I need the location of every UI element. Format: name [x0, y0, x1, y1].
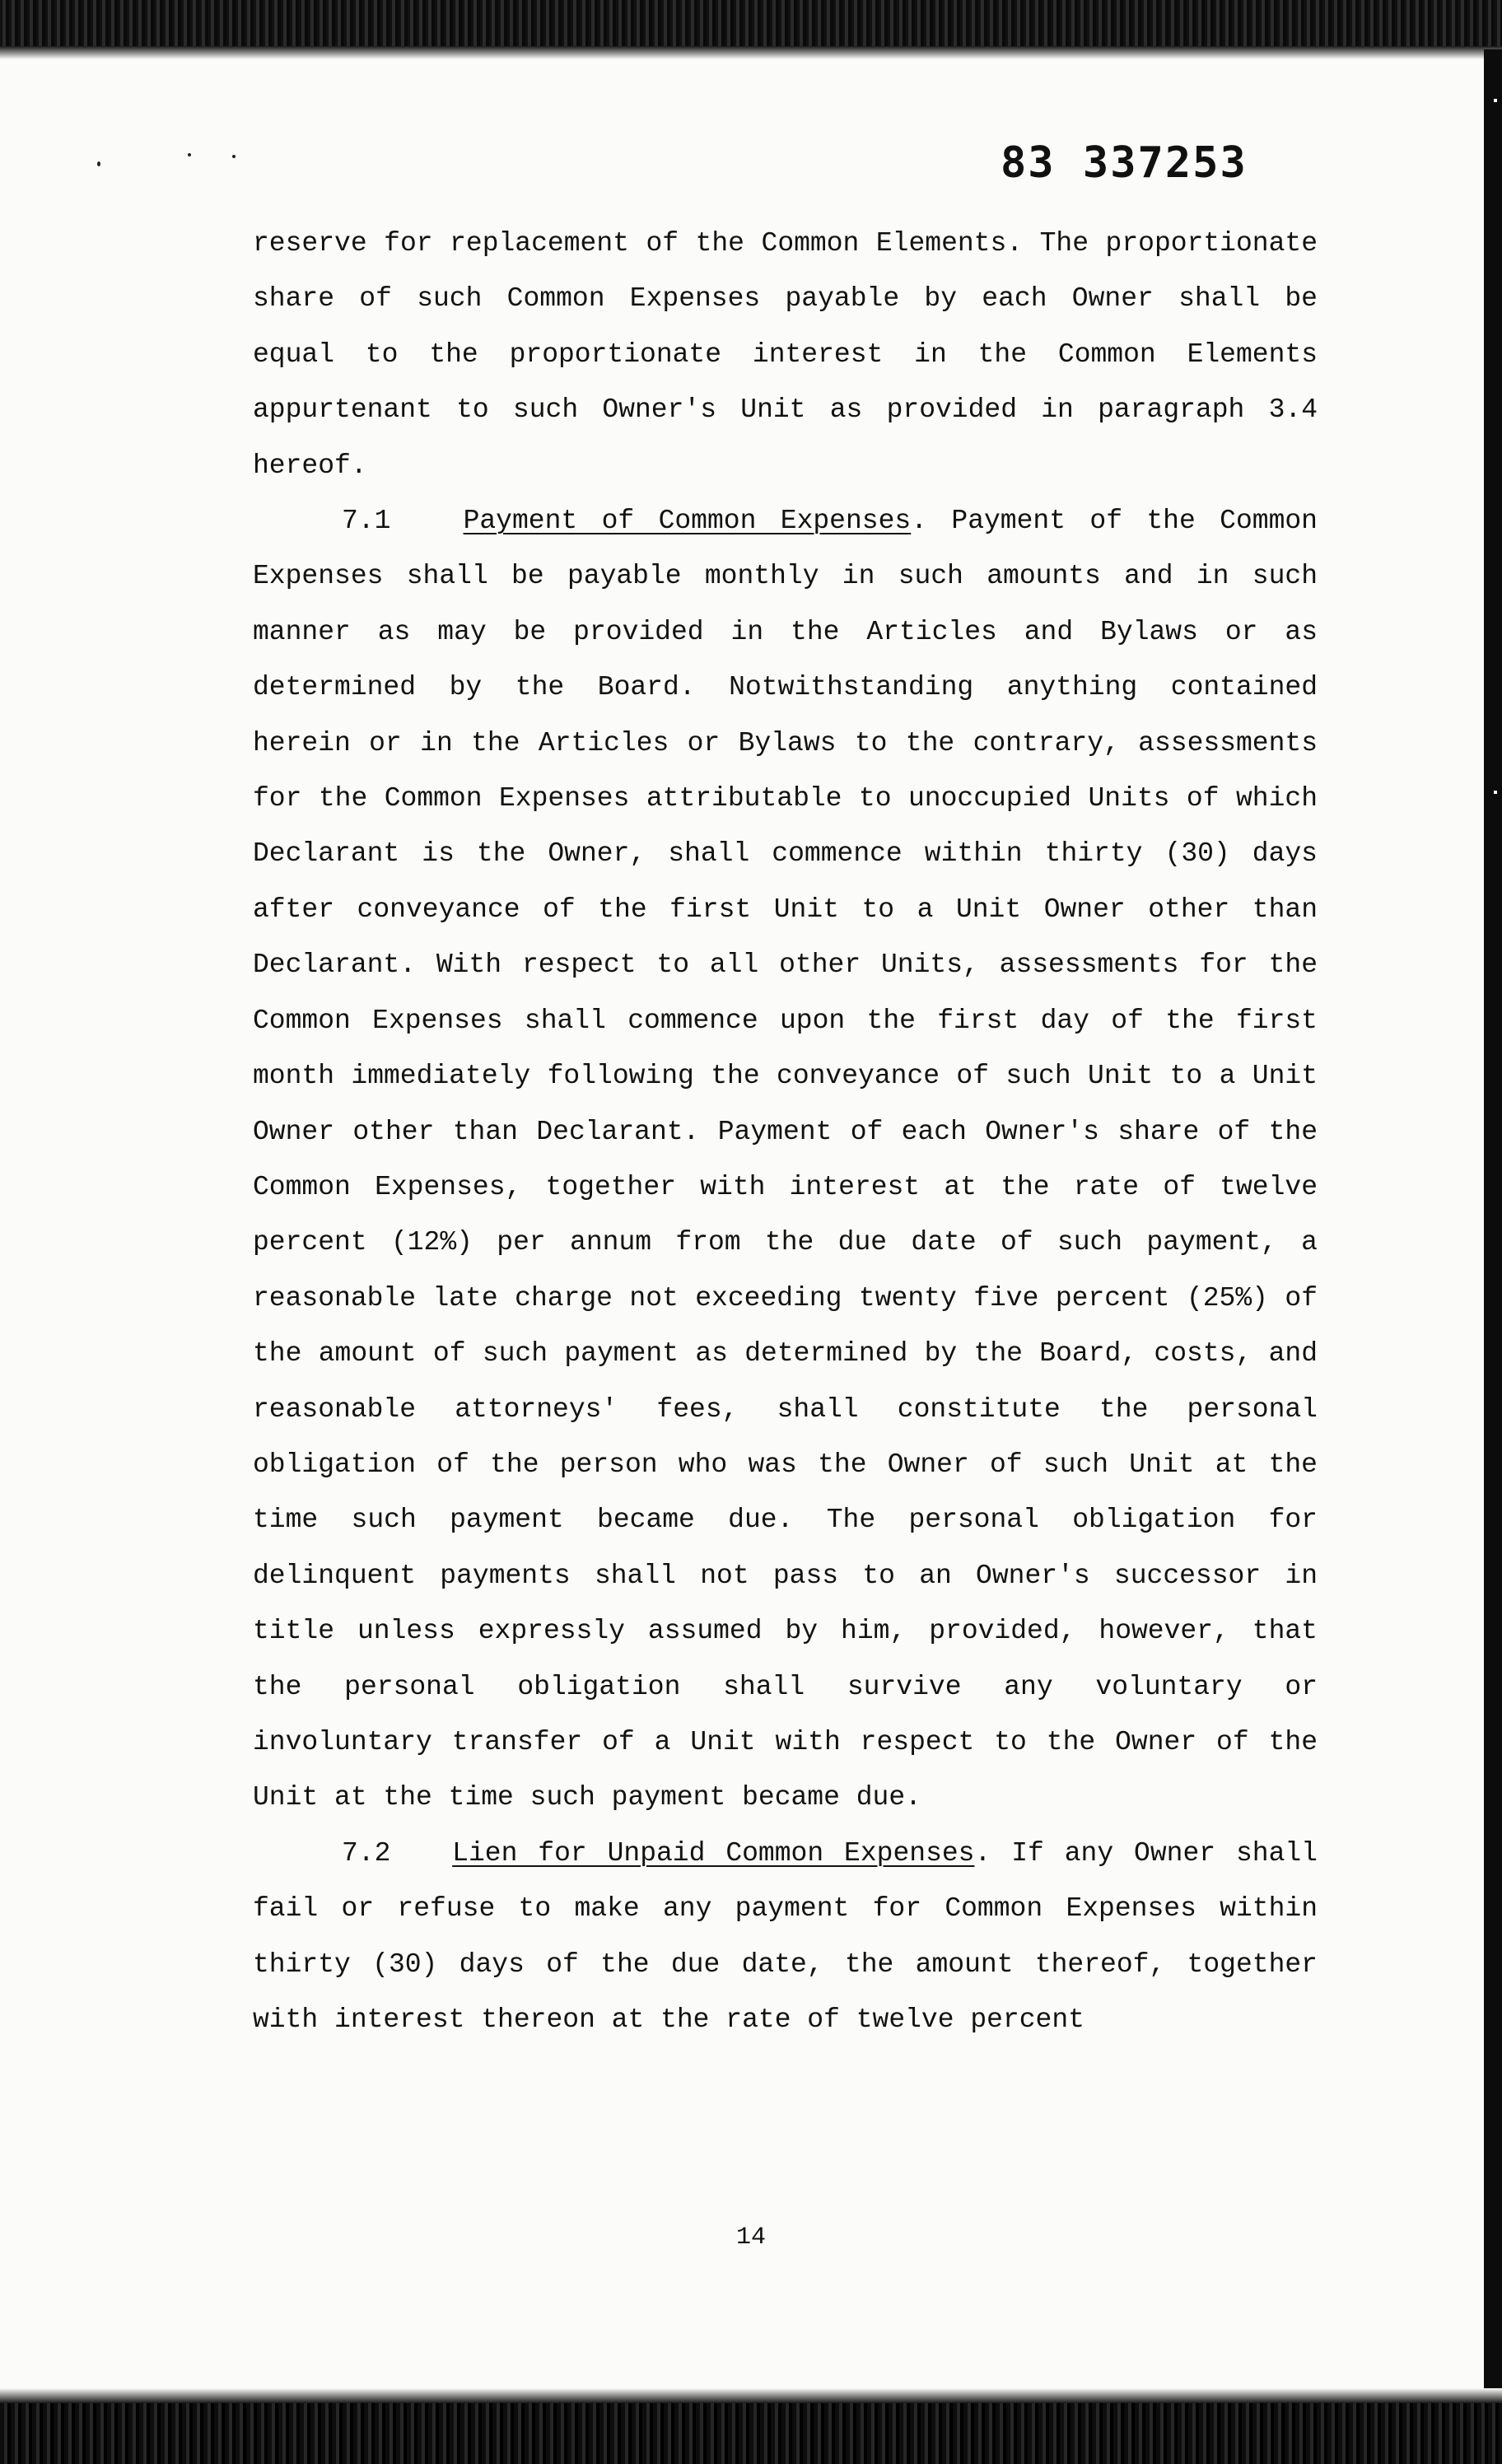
section-number: 7.1	[342, 506, 391, 537]
page-number: 14	[735, 2224, 766, 2252]
scan-edge-right	[1484, 49, 1502, 2405]
section-text: . Payment of the Common Expenses shall be payable monthly in such amounts and in such manner as may be provided in the Articles and Bylaws or as determined by the Board. Notwithstanding anything contained herein or in the Articles or Bylaws to the contrary, assessments for the Common Expenses attributable to unoccupied Units of which Declarant is the Owner, shall commence within thirty (30) days after conveyance of the first Unit to a Unit Owner other than Declarant. With respect to all other Units, assessments for the Common Expenses shall commence upon the first day of the first month immediately following the conveyance of such Unit to a Unit Owner other than Declarant. Payment of each Owner's share of the Common Expenses, together with interest at the rate of twelve percent (12%) per annum from the due date of such payment, a reasonable late charge not exceeding twenty five percent (25%) of the amount of such payment as determined by the Board, costs, and reasonable attorneys' fees, shall constitute the personal obligation of the person who was the Owner of such Unit at the time such payment became due. The personal obligation for delinquent payments shall not pass to an Owner's successor in title unless expressly assumed by him, provided, however, that the personal obligation shall survive any voluntary or involuntary transfer of a Unit with respect to the Owner of the Unit at the time such payment became due.	[253, 506, 1318, 1813]
scan-speck	[97, 161, 100, 166]
section-heading: Payment of Common Expenses	[463, 506, 912, 537]
scan-speck	[232, 155, 236, 158]
section-number: 7.2	[342, 1837, 391, 1869]
document-body	[253, 216, 1318, 2047]
section-heading: Lien for Unpaid Common Expenses	[452, 1837, 975, 1869]
scan-speck	[188, 153, 191, 156]
scan-edge-top	[0, 0, 1502, 59]
paragraph-continued: reserve for replacement of the Common Elements. The proportionate share of such Common Expenses payable by each Owner shall be equal to the proportionate interest in the Common Elements appurtenant to such Owner's Unit as provided in paragraph 3.4 hereof.	[253, 228, 1318, 481]
scan-edge-bottom	[0, 2388, 1502, 2464]
section-7-1	[253, 493, 1318, 1826]
document-number: 83 337253	[1001, 138, 1248, 188]
section-text: . If any Owner shall fail or refuse to make any payment for Common Expenses within thirty (30) days of the due date, the amount thereof, together with interest thereon at the rate of twelve percent	[253, 1837, 1318, 2035]
section-7-2	[253, 1826, 1318, 2048]
